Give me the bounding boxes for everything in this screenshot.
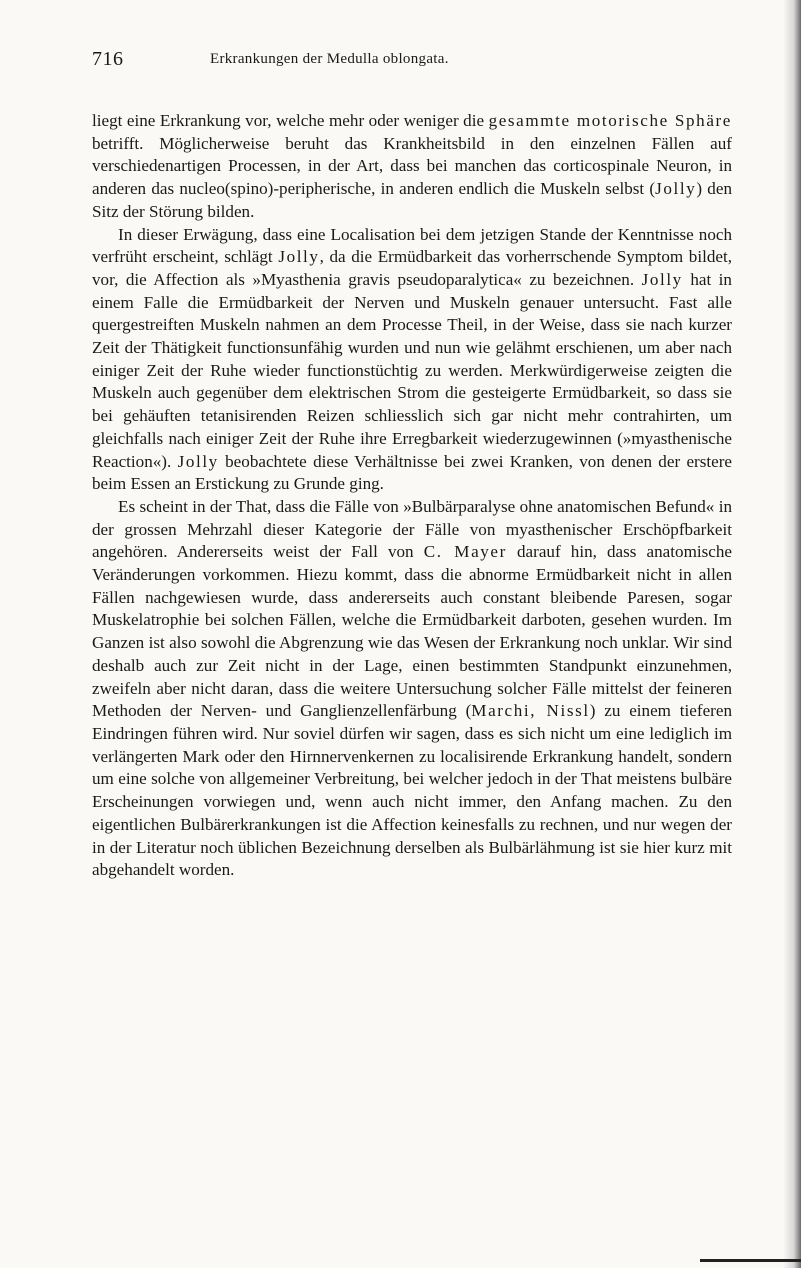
spaced-name: Marchi, Nissl [471,701,590,721]
text-run: betrifft. Möglicherweise beruht das Krankheitsbild in den einzelnen Fällen auf verschiedenartigen Processen, in der Art, dass bei manchen das corticospinale Neuron, in anderen das nucleo(spino)-peripherische, in anderen endlich die Muskeln selbst ( [92,133,732,199]
body-text [92,110,732,882]
spaced-name: Jolly [177,451,219,471]
text-run: ) den Sitz der Störung bilden. [92,179,732,221]
running-title: Erkrankungen der Medulla oblongata. [210,51,449,67]
spaced-name: C. Mayer [423,542,507,562]
text-run: ) zu einem tieferen Eindringen führen wird. Nur soviel dürfen wir sagen, dass es sich nicht um eine lediglich im verlängerten Mark oder den Hirnnervenkernen zu localisirende Erkrankung handelt, sondern um eine solche von allgemeiner Verbreitung, bei welcher jedoch in der That meistens bulbäre Erscheinungen vorwiegen und, wenn auch nicht immer, den Anfang machen. Zu den eigentlichen Bulbärerkrankungen ist die Affection keinesfalls zu rechnen, und nur wegen der in der Literatur noch üblichen Bezeichnung derselben als Bulbärlähmung ist sie hier kurz mit abgehandelt worden. [92,701,732,880]
text-run: In dieser Erwägung, dass eine Localisation bei dem jetzigen Stande der Kenntnisse noch verfrüht erscheint, schlägt [92,224,732,267]
page-edge-shadow [783,0,801,1268]
text-run: hat in einem Falle die Ermüdbarkeit der Nerven und Muskeln genauer untersucht. Fast alle quergestreiften Muskeln nahmen an dem Processe Theil, in der Weise, dass sie nach kurzer Zeit der Thätigkeit functionsunfähig wurden und nun wie gelähmt erschienen, um aber nach einiger Zeit der Ruhe wieder functionstüchtig zu werden. Merkwürdigerweise zeigten die Muskeln auch gegenüber dem elektrischen Strom die gesteigerte Ermüdbarkeit, so dass sie bei gehäuften tetanisirenden Reizen schliesslich sich gar nicht mehr contrahirten, um gleichfalls nach einiger Zeit der Ruhe ihre Erregbarkeit wiederzugewinnen (»myasthenische Reaction«). [92,269,732,471]
spaced-name: Jolly [278,247,320,267]
page-number: 716 [92,48,124,70]
spaced-name: gesammte motorische Sphäre [488,111,732,130]
text-run: darauf hin, dass anatomische Veränderungen vorkommen. Hiezu kommt, dass die abnorme Ermüdbarkeit nicht in allen Fällen nachgewiesen wurde, dass andererseits auch constant bleibende Paresen, sogar Muskelatrophie bei solchen Fällen, welche die Ermüdbarkeit darboten, gesehen wurden. Im Ganzen ist also sowohl die Abgrenzung wie das Wesen der Erkrankung noch unklar. Wir sind deshalb auch zur Zeit nicht in der Lage, einen bestimmten Standpunkt einzunehmen, zweifeln aber nicht daran, dass die weitere Untersuchung solcher Fälle mittelst der feineren Methoden der Nerven- und Ganglienzellenfärbung ( [92,542,732,721]
text-run: , da die Ermüdbarkeit das vorherrschende Symptom bildet, vor, die Affection als »Myasthenia gravis pseudoparalytica« zu bezeichnen. [92,247,733,289]
paragraph [92,224,732,496]
paragraph [92,496,732,882]
spaced-name: Jolly [641,269,683,289]
running-head [92,48,732,74]
text-run: beobachtete diese Verhältnisse bei zwei Kranken, von denen der erstere beim Essen an Erstickung zu Grunde ging. [92,451,732,494]
text-run: Es scheint in der That, dass die Fälle von »Bulbärparalyse ohne anatomischen Befund« in der grossen Mehrzahl dieser Kategorie der Fälle von myasthenischer Erschöpfbarkeit angehören. Andererseits weist der Fall von [92,496,732,562]
text-run: liegt eine Erkrankung vor, welche mehr oder weniger die [92,111,489,130]
spaced-name: Jolly [655,179,697,199]
page-bottom-rule [700,1259,801,1262]
paragraph [92,110,732,224]
